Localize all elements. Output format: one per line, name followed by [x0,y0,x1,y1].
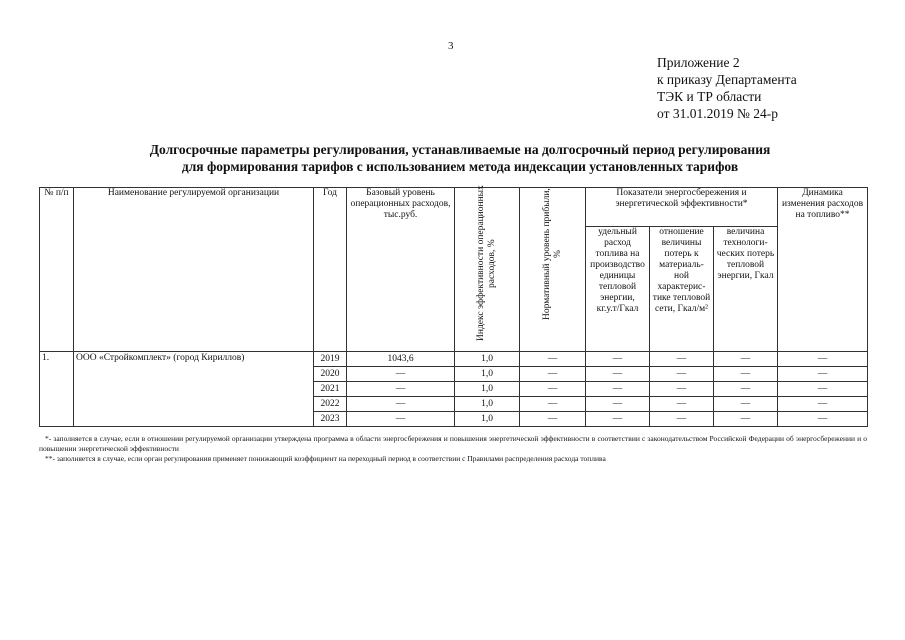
cell-fuel: — [586,382,650,397]
cell-tech: — [714,382,778,397]
appendix-line-3: ТЭК и ТР области [657,89,762,104]
document-title [60,141,860,175]
cell-base: — [347,382,455,397]
appendix-line-4: от 31.01.2019 № 24-р [657,106,778,121]
cell-year: 2020 [314,367,347,382]
title-line-1: Долгосрочные параметры регулирования, устанавливаемые на долгосрочный период регулирования [149,142,771,157]
cell-losses: — [650,412,714,427]
appendix-line-2: к приказу Департамента [657,72,797,87]
cell-dynamics: — [778,352,868,367]
footnote-1: *- заполняется в случае, если в отношении регулируемой организации утверждена программа в области энергосбережения и повышения энергетической эффективности в соответствии с законодательством Российской Федерации об энергосбережении и о повышении энергетической эффективности [39,434,867,453]
header-profit-level-cell [520,188,586,352]
cell-losses: — [650,352,714,367]
cell-base: — [347,412,455,427]
org-name: ООО «Стройкомплект» (город Кириллов) [74,352,314,427]
cell-index: 1,0 [455,382,520,397]
cell-fuel: — [586,367,650,382]
cell-index: 1,0 [455,352,520,367]
header-loss-ratio: отношение величины потерь к материаль-ной характерис-тике тепловой сети, Гкал/м² [650,227,714,352]
footnotes [39,434,867,464]
title-line-2: для формирования тарифов с использованием метода индексации установленных тарифов [181,159,739,174]
cell-index: 1,0 [455,397,520,412]
header-specific-fuel: удельный расход топлива на производство единицы тепловой энергии, кг.у.т/Гкал [586,227,650,352]
page-number: 3 [448,40,454,52]
cell-year: 2021 [314,382,347,397]
header-year: Год [314,188,347,352]
cell-profit: — [520,367,586,382]
cell-tech: — [714,397,778,412]
header-profit-level: Нормативный уровень прибыли, % [541,188,563,321]
header-fuel-dynamics: Динамика изменения расходов на топливо** [778,188,868,352]
cell-fuel: — [586,352,650,367]
cell-year: 2023 [314,412,347,427]
appendix-line-1: Приложение 2 [657,55,740,70]
cell-dynamics: — [778,397,868,412]
cell-tech: — [714,367,778,382]
cell-tech: — [714,412,778,427]
footnote-2: **- заполняется в случае, если орган регулирования применяет понижающий коэффициент на переходный период в соответствии с Правилами распределения расхода топлива [45,454,606,463]
cell-base: — [347,397,455,412]
header-tech-losses: величина технологи-ческих потерь тепловой энергии, Гкал [714,227,778,352]
cell-fuel: — [586,397,650,412]
cell-tech: — [714,352,778,367]
header-efficiency-index-cell [455,185,520,352]
header-number: № п/п [40,188,74,352]
header-organization: Наименование регулируемой организации [74,188,314,352]
cell-dynamics: — [778,412,868,427]
cell-index: 1,0 [455,367,520,382]
cell-profit: — [520,412,586,427]
cell-losses: — [650,382,714,397]
cell-dynamics: — [778,382,868,397]
org-number: 1. [40,352,74,427]
cell-losses: — [650,397,714,412]
cell-profit: — [520,397,586,412]
header-energy-group: Показатели энергосбережения и энергетической эффективности* [586,188,778,227]
table-row [40,352,868,367]
parameters-table [39,187,868,427]
cell-base: 1043,6 [347,352,455,367]
cell-base: — [347,367,455,382]
header-base-costs: Базовый уровень операционных расходов, тыс.руб. [347,188,455,352]
cell-dynamics: — [778,367,868,382]
cell-losses: — [650,367,714,382]
header-efficiency-index: Индекс эффективности операционных расходов, % [476,185,497,342]
cell-year: 2019 [314,352,347,367]
cell-profit: — [520,352,586,367]
cell-index: 1,0 [455,412,520,427]
cell-year: 2022 [314,397,347,412]
appendix-block [657,54,797,122]
cell-fuel: — [586,412,650,427]
cell-profit: — [520,382,586,397]
